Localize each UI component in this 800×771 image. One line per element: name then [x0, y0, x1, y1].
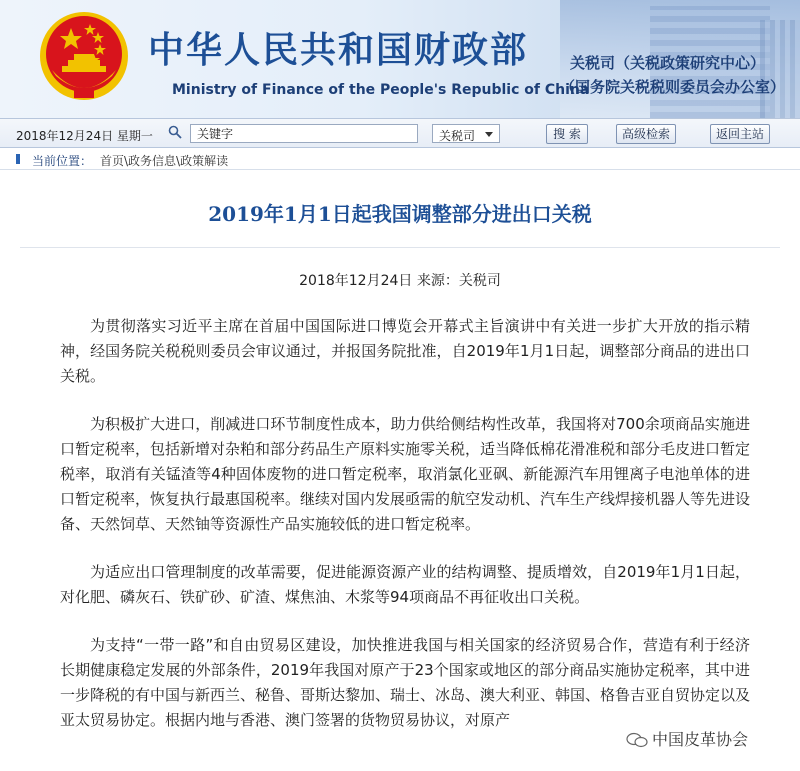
breadcrumb	[0, 148, 800, 170]
chevron-down-icon	[485, 132, 493, 137]
keyword-search-input[interactable]	[190, 124, 418, 143]
wechat-icon	[626, 732, 648, 748]
search-button[interactable]: 搜 索	[546, 124, 588, 144]
banner-building-2	[760, 20, 800, 118]
site-title-cn: 中华人民共和国财政部	[148, 29, 529, 71]
scope-select[interactable]	[432, 124, 500, 143]
article-paragraph: 为贯彻落实习近平主席在首届中国国际进口博览会开幕式主旨演讲中有关进一步扩大开放的指示精神，经国务院关税税则委员会审议通过，并报国务院批准，自2019年1月1日起，调整部分商品的进出口关税。	[60, 317, 750, 385]
site-title-en: Ministry of Finance of the People's Republic of China	[172, 82, 590, 98]
scope-select-value: 关税司	[439, 129, 476, 143]
article-paragraph: 为支持“一带一路”和自由贸易区建设，加快推进我国与相关国家的经济贸易合作，营造有利于经济长期健康稳定发展的外部条件，2019年我国对原产于23个国家或地区的部分商品实施协定税率，其中进一步降税的有中国与新西兰、秘鲁、哥斯达黎加、瑞士、冰岛、澳大利亚、韩国、格鲁吉亚自贸协定以及亚太贸易协定。根据内地与香港、澳门签署的货物贸易协议，对原产	[60, 636, 751, 729]
breadcrumb-label: 当前位置：	[32, 154, 93, 168]
toolbar	[0, 118, 800, 148]
national-emblem-icon	[38, 10, 130, 102]
title-divider	[20, 247, 780, 248]
article-paragraph: 为适应出口管理制度的改革需要，促进能源资源产业的结构调整、提质增效，自2019年1月1日起，对化肥、磷灰石、铁矿砂、矿渣、煤焦油、木浆等94项商品不再征收出口关税。	[60, 563, 750, 606]
department-subname: （国务院关税税则委员会办公室）	[560, 78, 786, 96]
current-date: 2018年12月24日 星期一	[16, 129, 153, 143]
article-paragraph: 为积极扩大进口，削减进口环节制度性成本，助力供给侧结构性改革，我国将对700余项商品实施进口暂定税率，包括新增对杂粕和部分药品生产原料实施零关税，适当降低棉花滑准税和部分毛皮进口暂定税率，取消有关锰渣等4种固体废物的进口暂定税率，取消氯化亚砜、新能源汽车用锂离子电池单体的进口暂定税率，恢复执行最惠国税率。继续对国内发展亟需的航空发动机、汽车生产线焊接机器人等先进设备、天然饲草、天然铀等资源性产品实施较低的进口暂定税率。	[60, 415, 751, 533]
advanced-search-button[interactable]: 高级检索	[616, 124, 676, 144]
breadcrumb-marker-icon	[16, 154, 20, 164]
article-meta: 2018年12月24日 来源：关税司	[299, 273, 501, 289]
article-body	[60, 314, 750, 756]
breadcrumb-path[interactable]: 首页\政务信息\政策解读	[100, 154, 229, 168]
watermark	[622, 726, 752, 751]
department-name: 关税司（关税政策研究中心）	[570, 54, 766, 72]
search-icon	[168, 125, 182, 139]
header-banner	[0, 0, 800, 118]
watermark-text: 中国皮革协会	[652, 730, 749, 749]
return-home-button[interactable]: 返回主站	[710, 124, 770, 144]
article-title: 2019年1月1日起我国调整部分进出口关税	[208, 202, 592, 226]
